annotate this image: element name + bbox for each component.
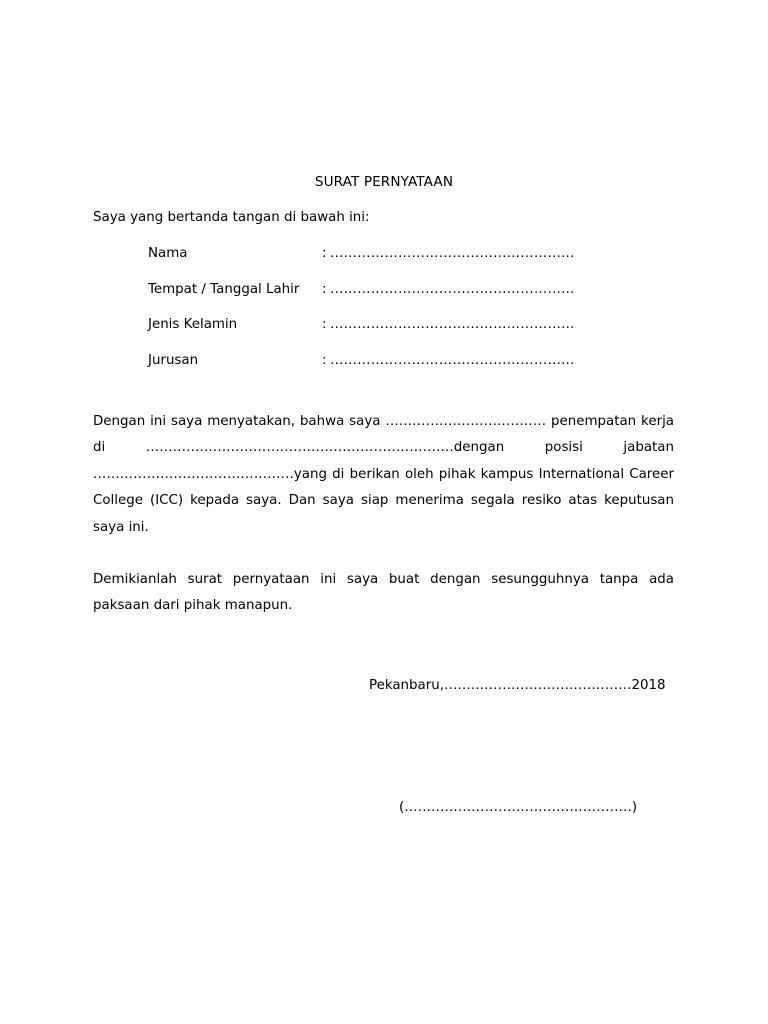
- field-label: Jenis Kelamin: [148, 317, 238, 332]
- paragraph-word: jabatan: [623, 440, 674, 456]
- field-row-tempat-tanggal-lahir: [148, 282, 575, 318]
- closing-paragraph: [93, 567, 674, 620]
- paragraph-line: ………………………………………yang di berikan oleh pihak kampus International Career: [93, 466, 674, 482]
- paragraph-word: posisi: [544, 440, 583, 456]
- field-colon: :: [322, 281, 327, 297]
- document-title: SURAT PERNYATAAN: [314, 174, 454, 190]
- intro-text: Saya yang bertanda tangan di bawah ini:: [93, 210, 370, 225]
- paragraph-line: College (ICC) kepada saya. Dan saya siap menerima segala resiko atas keputusan: [93, 493, 674, 509]
- field-colon: :: [322, 317, 327, 332]
- field-row-jenis-kelamin: [148, 317, 575, 353]
- field-row-jurusan: [148, 353, 575, 389]
- field-blank: ………………………………………………: [330, 281, 575, 297]
- field-label: Tempat / Tanggal Lahir: [148, 281, 300, 297]
- statement-paragraph: [93, 409, 674, 541]
- paragraph-line: saya ini.: [93, 519, 149, 535]
- field-row-nama: [148, 246, 575, 282]
- paragraph-line: paksaan dari pihak manapun.: [93, 598, 293, 614]
- paragraph-word: ……………………………………………………………dengan: [145, 440, 505, 456]
- field-blank: ………………………………………………: [330, 246, 575, 261]
- field-colon: :: [322, 352, 327, 368]
- field-blank: ………………………………………………: [330, 317, 575, 332]
- signature-placeholder: (……………………………………………): [399, 800, 638, 815]
- identity-fields: [148, 246, 575, 388]
- field-label: Nama: [148, 246, 188, 261]
- field-blank: ………………………………………………: [330, 352, 575, 368]
- field-label: Jurusan: [148, 352, 199, 368]
- paragraph-line: [93, 435, 674, 461]
- place-date-line: Pekanbaru,……………………………………2018: [369, 678, 666, 693]
- paragraph-word: di: [93, 440, 106, 456]
- field-colon: :: [322, 246, 327, 261]
- paragraph-line: Dengan ini saya menyatakan, bahwa saya ……………………………… penempatan kerja: [93, 414, 674, 429]
- paragraph-line: Demikianlah surat pernyataan ini saya buat dengan sesungguhnya tanpa ada: [93, 572, 674, 587]
